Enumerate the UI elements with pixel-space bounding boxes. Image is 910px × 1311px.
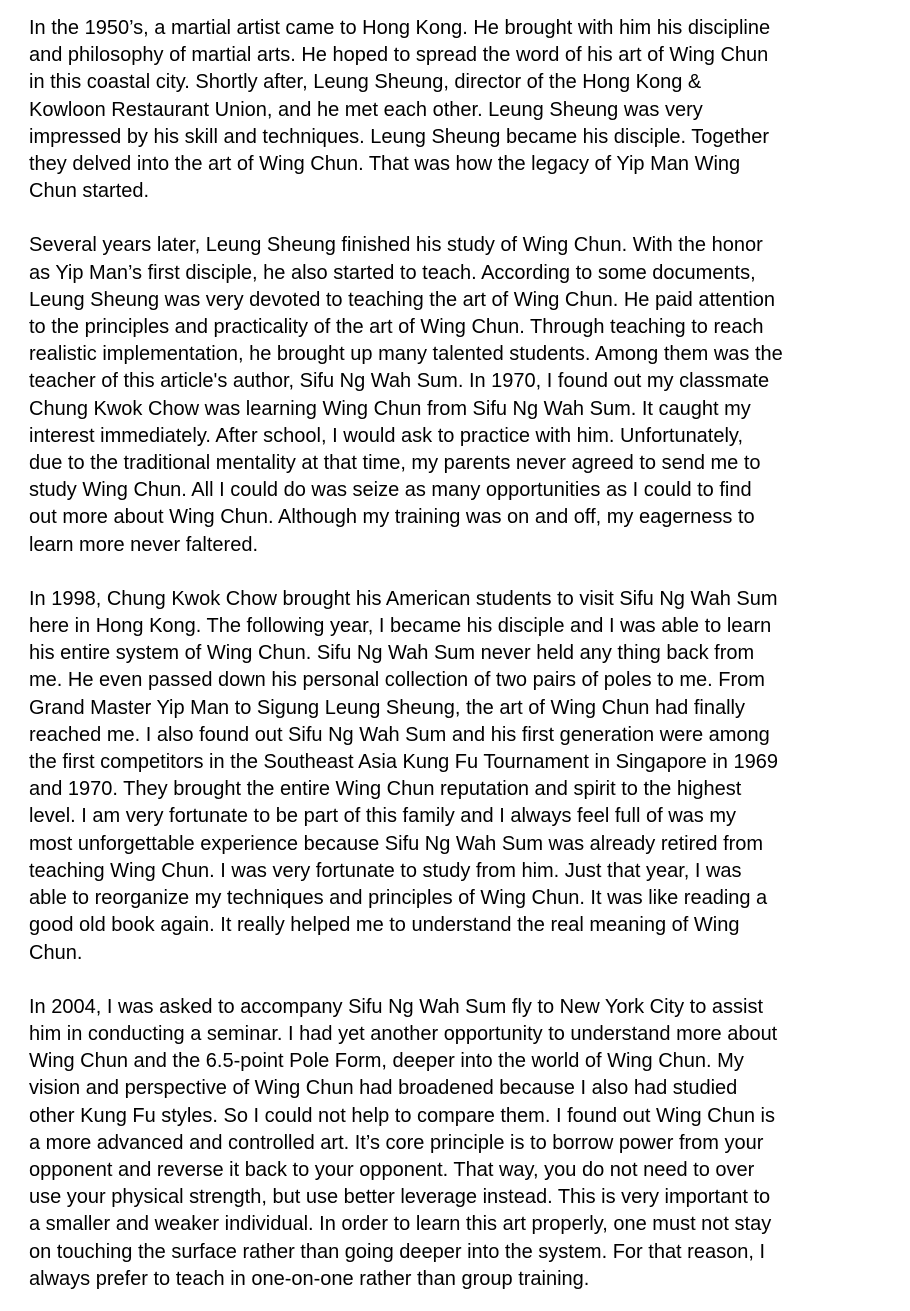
text-line: here in Hong Kong. The following year, I became his disciple and I was able to learn: [29, 615, 772, 638]
text-line: Chun.: [29, 941, 83, 964]
text-line: Chun started.: [29, 180, 150, 203]
paragraph-2004: [29, 994, 889, 1293]
text-line: able to reorganize my techniques and principles of Wing Chun. It was like reading a: [29, 887, 768, 910]
text-line: Leung Sheung was very devoted to teaching the art of Wing Chun. He paid attention: [29, 288, 776, 311]
text-line: good old book again. It really helped me to understand the real meaning of Wing: [29, 914, 740, 937]
text-line: to the principles and practicality of the art of Wing Chun. Through teaching to reach: [29, 316, 764, 339]
text-line: and 1970. They brought the entire Wing Chun reputation and spirit to the highest: [29, 778, 742, 801]
document-page: [29, 15, 889, 1293]
text-line: other Kung Fu styles. So I could not help to compare them. I found out Wing Chun is: [29, 1104, 775, 1127]
text-line: learn more never faltered.: [29, 533, 259, 556]
text-line: his entire system of Wing Chun. Sifu Ng Wah Sum never held any thing back from: [29, 642, 755, 665]
text-line: Chung Kwok Chow was learning Wing Chun from Sifu Ng Wah Sum. It caught my: [29, 397, 751, 420]
text-line: Several years later, Leung Sheung finished his study of Wing Chun. With the honor: [29, 234, 763, 257]
text-line: on touching the surface rather than going deeper into the system. For that reason, I: [29, 1240, 765, 1263]
text-line: study Wing Chun. All I could do was seize as many opportunities as I could to find: [29, 479, 752, 502]
text-line: as Yip Man’s first disciple, he also started to teach. According to some documents,: [29, 261, 756, 284]
text-line: use your physical strength, but use better leverage instead. This is very important to: [29, 1186, 771, 1209]
paragraph-1998: [29, 586, 889, 967]
text-line: teaching Wing Chun. I was very fortunate to study from him. Just that year, I was: [29, 859, 742, 882]
text-line: out more about Wing Chun. Although my training was on and off, my eagerness to: [29, 506, 755, 529]
text-line: vision and perspective of Wing Chun had broadened because I also had studied: [29, 1077, 738, 1100]
text-line: Grand Master Yip Man to Sigung Leung Sheung, the art of Wing Chun had finally: [29, 696, 745, 719]
text-line: impressed by his skill and techniques. Leung Sheung became his disciple. Together: [29, 125, 770, 148]
text-line: the first competitors in the Southeast Asia Kung Fu Tournament in Singapore in 1969: [29, 751, 778, 774]
text-line: they delved into the art of Wing Chun. That was how the legacy of Yip Man Wing: [29, 153, 741, 176]
text-line: a more advanced and controlled art. It’s core principle is to borrow power from your: [29, 1131, 764, 1154]
text-line: always prefer to teach in one-on-one rather than group training.: [29, 1267, 590, 1290]
text-line: In 1998, Chung Kwok Chow brought his American students to visit Sifu Ng Wah Sum: [29, 587, 778, 610]
text-line: interest immediately. After school, I would ask to practice with him. Unfortunately,: [29, 424, 744, 447]
text-line: level. I am very fortunate to be part of this family and I always feel full of was my: [29, 805, 736, 828]
paragraph-leung-sheung: [29, 232, 889, 558]
text-line: In the 1950’s, a martial artist came to Hong Kong. He brought with him his discipline: [29, 17, 771, 39]
text-line: opponent and reverse it back to your opponent. That way, you do not need to over: [29, 1158, 755, 1181]
text-line: me. He even passed down his personal collection of two pairs of poles to me. From: [29, 669, 765, 692]
text-line: most unforgettable experience because Sifu Ng Wah Sum was already retired from: [29, 832, 764, 855]
text-line: reached me. I also found out Sifu Ng Wah Sum and his first generation were among: [29, 723, 770, 746]
text-line: teacher of this article's author, Sifu Ng Wah Sum. In 1970, I found out my classmate: [29, 370, 770, 393]
text-line: and philosophy of martial arts. He hoped to spread the word of his art of Wing Chun: [29, 44, 769, 67]
text-line: him in conducting a seminar. I had yet another opportunity to understand more about: [29, 1022, 778, 1045]
text-line: Wing Chun and the 6.5-point Pole Form, deeper into the world of Wing Chun. My: [29, 1050, 744, 1073]
text-line: In 2004, I was asked to accompany Sifu Ng Wah Sum fly to New York City to assist: [29, 995, 764, 1018]
text-line: Kowloon Restaurant Union, and he met each other. Leung Sheung was very: [29, 98, 703, 121]
text-line: due to the traditional mentality at that time, my parents never agreed to send me to: [29, 452, 761, 475]
text-line: in this coastal city. Shortly after, Leung Sheung, director of the Hong Kong &: [29, 71, 702, 94]
text-line: realistic implementation, he brought up many talented students. Among them was the: [29, 343, 783, 366]
paragraph-origin: [29, 15, 889, 205]
text-line: a smaller and weaker individual. In order to learn this art properly, one must not stay: [29, 1213, 772, 1236]
